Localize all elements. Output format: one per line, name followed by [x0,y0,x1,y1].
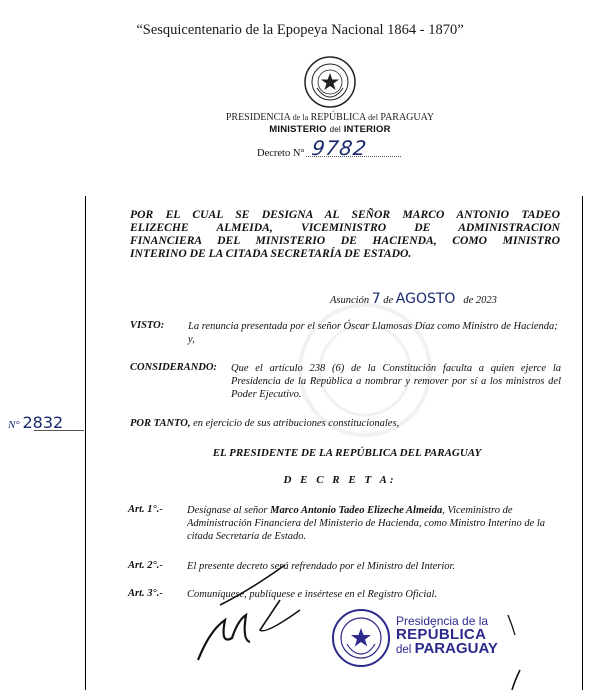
title-line: ELIZECHE ALMEIDA, VICEMINISTRO DE ADMINISTRACION [130,221,560,234]
article-1-label: Art. 1°.- [128,504,163,515]
presidency-seal-icon [331,608,391,668]
header-ministerio: MINISTERIO del INTERIOR [269,124,391,135]
article-3-label: Art. 3°.- [128,588,163,599]
considerando-label: CONSIDERANDO: [130,362,217,373]
president-heading: EL PRESIDENTE DE LA REPÚBLICA DEL PARAGUAY [212,447,482,459]
national-seal-icon [303,55,357,109]
date-day: 7 [371,291,381,307]
visto-label: VISTO: [130,320,165,331]
frame-right-border [582,196,583,690]
visto-text: La renuncia presentada por el señor Óscar Llamosas Díaz como Ministro de Hacienda; y, [188,321,558,345]
title-line: FINANCIERA DEL MINISTERIO DE HACIENDA, COMO MINISTRO [130,234,560,247]
side-registry-underline [34,430,84,431]
decreta-heading: D E C R E T A: [283,474,397,486]
side-registry-number: N° 2832 [8,413,64,432]
date-month: AGOSTO [395,291,456,307]
considerando-text: Que el artículo 238 (6) de la Constitución faculta a quien ejerce la Presidencia de la República a nombrar y remover por sí a los ministros del Poder Ejecutivo. [231,363,561,400]
title-line: POR EL CUAL SE DESIGNA AL SEÑOR MARCO ANTONIO TADEO [130,208,560,221]
frame-left-border [85,196,86,690]
article-3-text: Comuníquese, publíquese e insértese en el Registro Oficial. [187,589,438,600]
por-tanto: POR TANTO, en ejercicio de sus atribuciones constitucionales, [130,418,400,429]
title-last-line: INTERINO DE LA CITADA SECRETARÍA DE ESTADO. [130,247,412,260]
decree-title [130,208,560,247]
article-1-text: Desígnase al señor Marco Antonio Tadeo Elizeche Almeida, Viceministro de Administración Financiera del Ministerio de Hacienda, como Ministro Interino de la citada Secretaría de Estado. [187,505,546,542]
article-2-text: El presente decreto será refrendado por el Ministro del Interior. [187,561,456,572]
presidency-logo-text: Presidencia de la REPÚBLICA del PARAGUAY [396,614,498,657]
decreto-underline [306,156,401,157]
decree-date: Asunción 7 de AGOSTO de 2023 [330,291,497,307]
decreto-label: Decreto N° [257,148,305,159]
motto-heading: “Sesquicentenario de la Epopeya Nacional 1864 - 1870” [136,22,464,38]
decreto-number: 9782 [310,136,369,160]
header-presidencia: PRESIDENCIA de la REPÚBLICA del PARAGUAY [225,112,435,123]
article-2-label: Art. 2°.- [128,560,163,571]
